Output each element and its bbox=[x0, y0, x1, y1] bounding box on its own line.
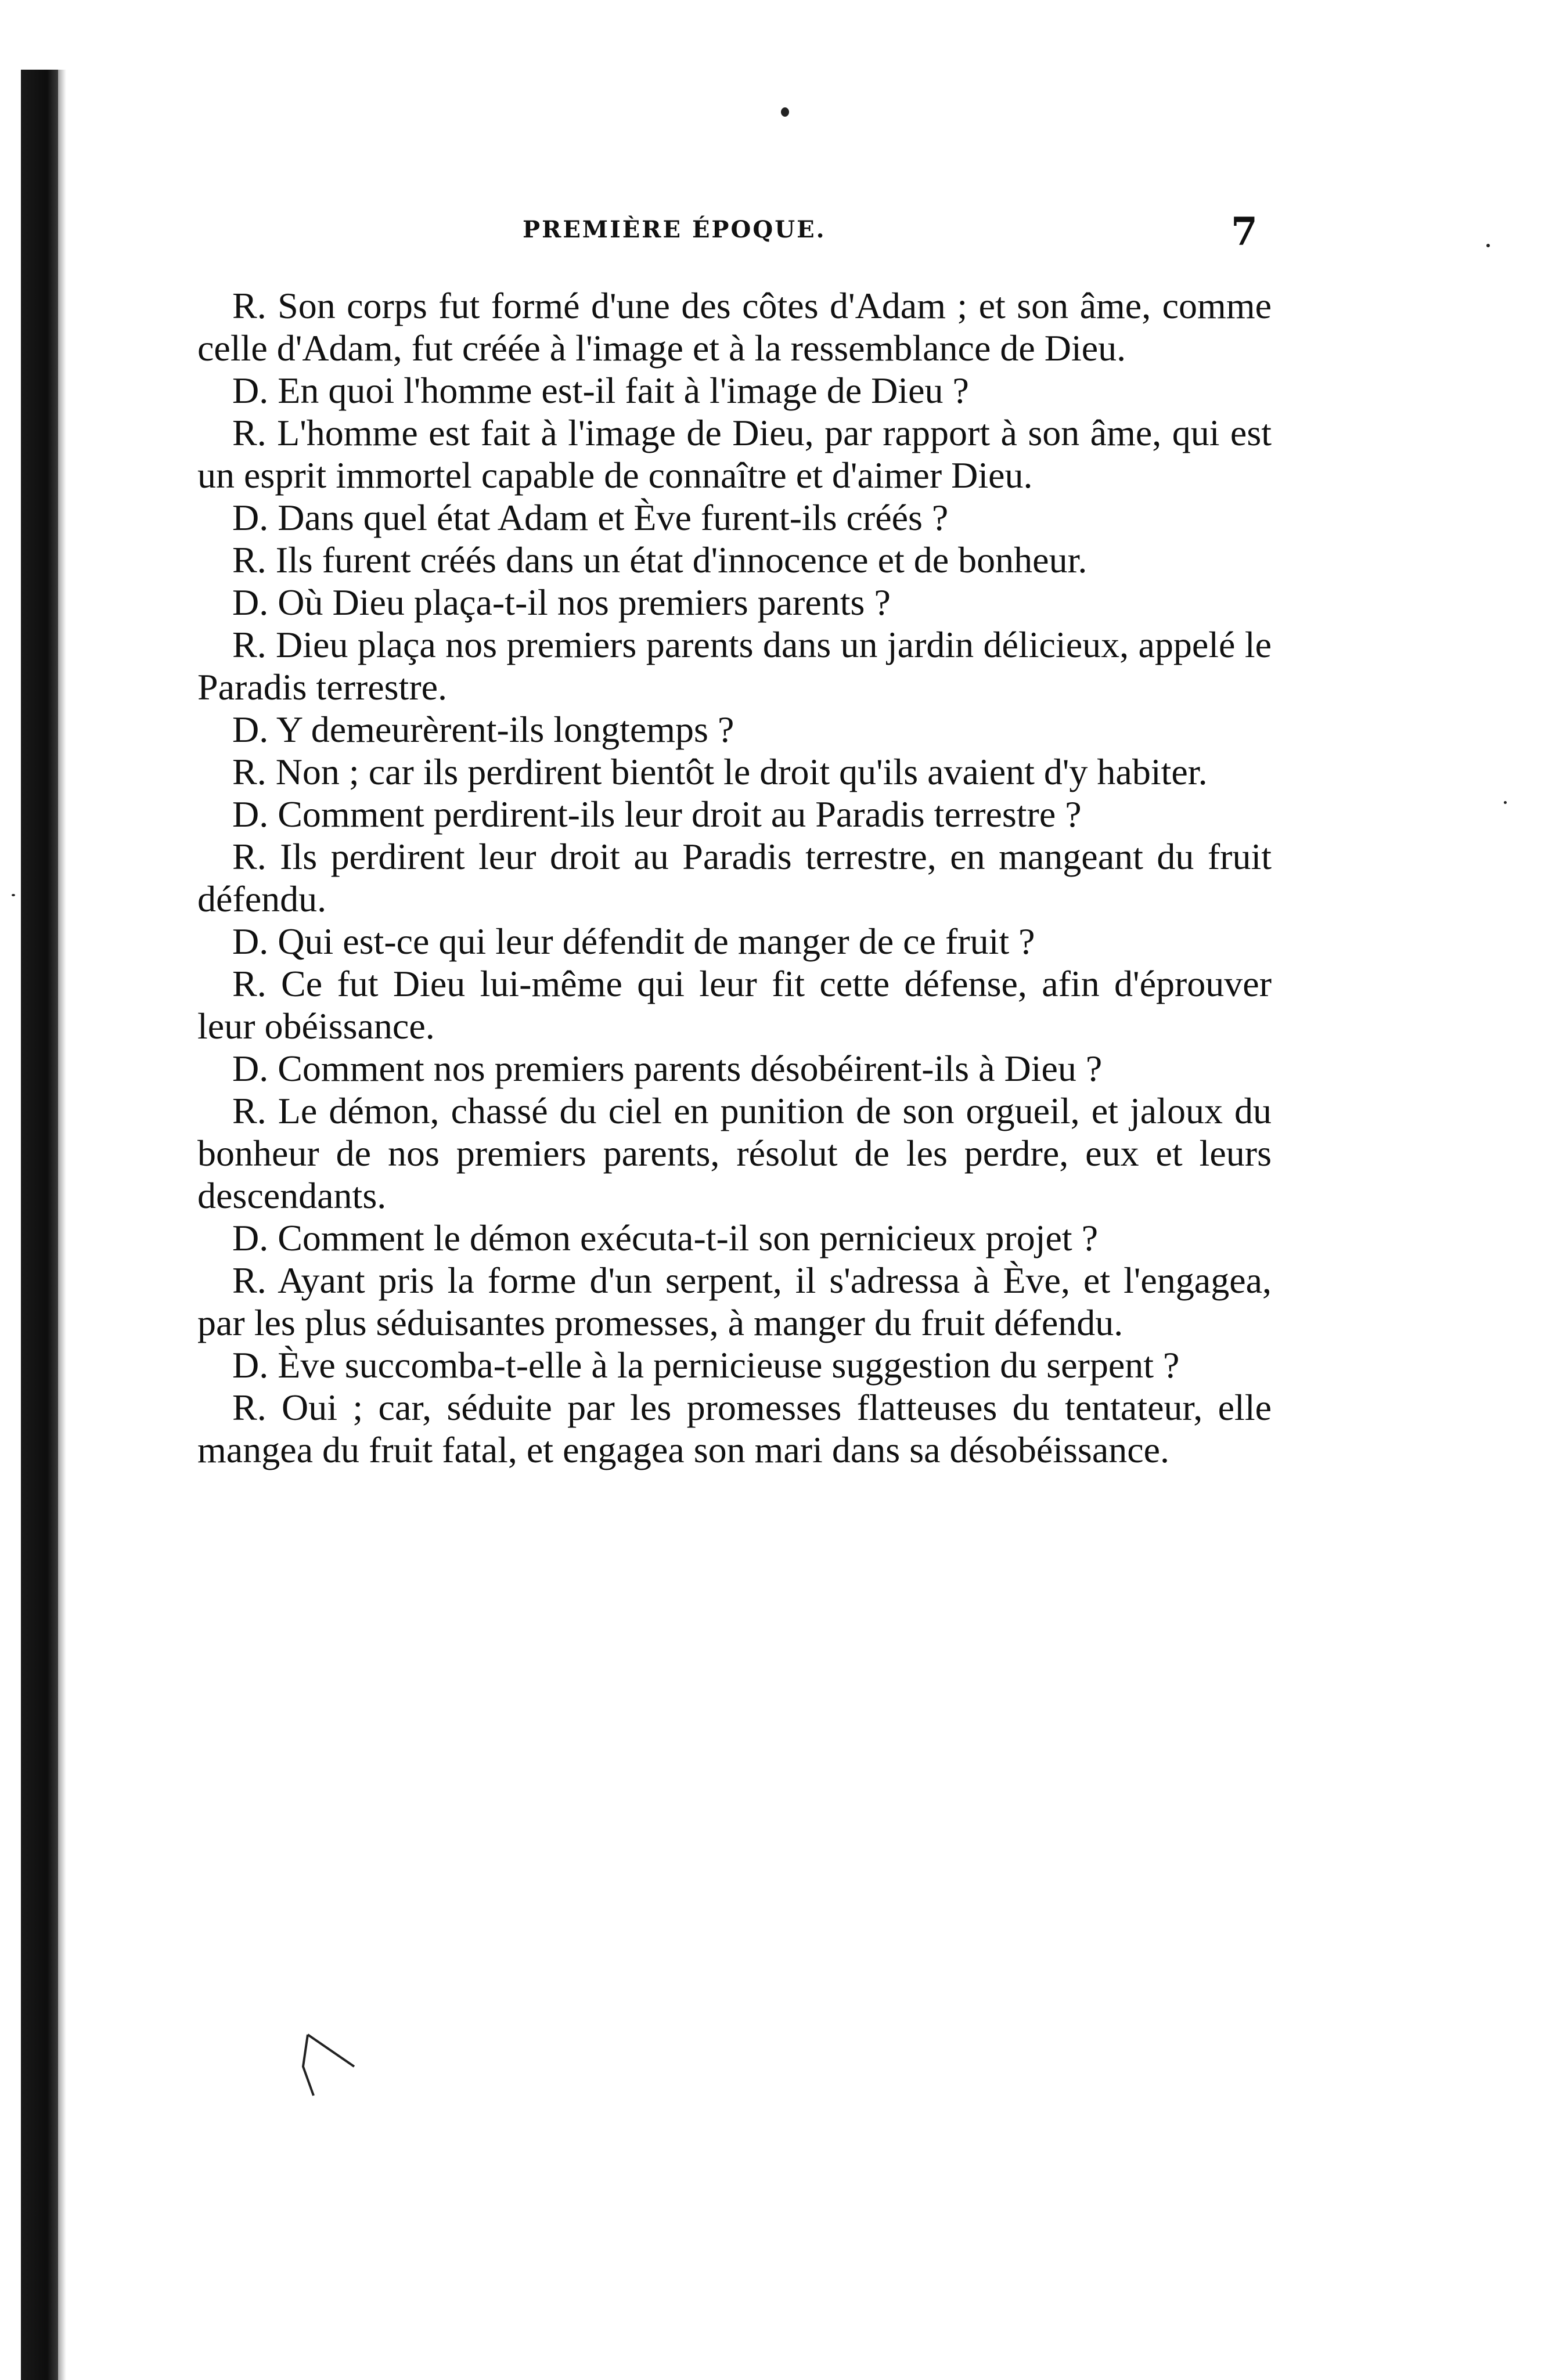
speaker-label: R. bbox=[232, 751, 267, 792]
running-title: PREMIÈRE ÉPOQUE. bbox=[523, 216, 826, 243]
paragraph-answer bbox=[197, 962, 1272, 1047]
paragraph-text: Comment le démon exécuta-t-il son pernicieux projet ? bbox=[278, 1217, 1099, 1258]
paragraph-text: Comment perdirent-ils leur droit au Paradis terrestre ? bbox=[278, 794, 1082, 835]
paragraph-answer bbox=[197, 623, 1272, 708]
speaker-label: D. bbox=[232, 497, 269, 538]
paragraph-answer bbox=[197, 751, 1272, 793]
binding-shadow bbox=[58, 70, 66, 2380]
paragraph-answer bbox=[197, 1259, 1272, 1344]
paragraph-answer bbox=[197, 284, 1272, 369]
paragraph-question bbox=[197, 581, 1272, 623]
paragraph-text: Comment nos premiers parents désobéirent-ils à Dieu ? bbox=[278, 1048, 1103, 1089]
speaker-label: R. bbox=[232, 285, 267, 326]
paragraph-text: Y demeurèrent-ils longtemps ? bbox=[276, 709, 734, 750]
paragraph-text: Non ; car ils perdirent bientôt le droit qu'ils avaient d'y habiter. bbox=[275, 751, 1208, 792]
paragraph-question bbox=[197, 793, 1272, 835]
page-number: 7 bbox=[1231, 209, 1258, 254]
scan-speck bbox=[12, 894, 15, 896]
speaker-label: R. bbox=[232, 1090, 267, 1131]
speaker-label: D. bbox=[232, 1344, 269, 1386]
paragraph-answer bbox=[197, 412, 1272, 496]
paragraph-text: Oui ; car, séduite par les promesses flatteuses du tentateur, elle mangea du fruit fatal, et engagea son mari dans sa désobéissance. bbox=[197, 1387, 1272, 1470]
speaker-label: D. bbox=[232, 794, 269, 835]
speaker-label: R. bbox=[232, 539, 267, 580]
stray-pen-stroke bbox=[273, 2032, 360, 2101]
speaker-label: D. bbox=[232, 1217, 269, 1258]
paragraph-text: Où Dieu plaça-t-il nos premiers parents ? bbox=[278, 582, 891, 623]
scan-speck bbox=[781, 107, 789, 117]
paragraph-text: Ce fut Dieu lui-même qui leur fit cette défense, afin d'éprouver leur obéissance. bbox=[197, 963, 1272, 1047]
speaker-label: D. bbox=[232, 370, 269, 411]
paragraph-text: Qui est-ce qui leur défendit de manger de ce fruit ? bbox=[278, 921, 1035, 962]
speaker-label: D. bbox=[232, 921, 269, 962]
paragraph-question bbox=[197, 1217, 1272, 1259]
speaker-label: R. bbox=[232, 412, 267, 453]
paragraph-question bbox=[197, 369, 1272, 412]
catechism-text bbox=[197, 284, 1272, 1471]
paragraph-text: En quoi l'homme est-il fait à l'image de Dieu ? bbox=[278, 370, 969, 411]
paragraph-text: Le démon, chassé du ciel en punition de son orgueil, et jaloux du bonheur de nos premiers parents, résolut de les perdre, eux et leurs descendants. bbox=[197, 1090, 1272, 1216]
paragraph-text: Ayant pris la forme d'un serpent, il s'adressa à Ève, et l'engagea, par les plus séduisantes promesses, à manger du fruit défendu. bbox=[197, 1260, 1272, 1343]
paragraph-text: Ils perdirent leur droit au Paradis terrestre, en mangeant du fruit défendu. bbox=[197, 836, 1272, 919]
paragraph-answer bbox=[197, 835, 1272, 920]
page bbox=[197, 209, 1272, 1471]
speaker-label: R. bbox=[232, 1387, 267, 1428]
speaker-label: D. bbox=[232, 582, 269, 623]
running-head bbox=[197, 209, 1272, 261]
paragraph-question bbox=[197, 920, 1272, 962]
speaker-label: R. bbox=[232, 1260, 267, 1301]
scan-speck bbox=[1486, 244, 1490, 247]
paragraph-text: Ils furent créés dans un état d'innocence et de bonheur. bbox=[275, 539, 1088, 580]
speaker-label: R. bbox=[232, 624, 267, 665]
speaker-label: R. bbox=[232, 963, 267, 1004]
paragraph-answer bbox=[197, 1386, 1272, 1471]
book-binding-edge bbox=[21, 70, 58, 2380]
paragraph-text: L'homme est fait à l'image de Dieu, par rapport à son âme, qui est un esprit immortel capable de connaître et d'aimer Dieu. bbox=[197, 412, 1272, 496]
paragraph-question bbox=[197, 1047, 1272, 1090]
speaker-label: R. bbox=[232, 836, 267, 877]
paragraph-text: Dieu plaça nos premiers parents dans un jardin délicieux, appelé le Paradis terrestre. bbox=[197, 624, 1272, 708]
paragraph-question bbox=[197, 1344, 1272, 1386]
paragraph-answer bbox=[197, 539, 1272, 581]
paragraph-text: Ève succomba-t-elle à la pernicieuse suggestion du serpent ? bbox=[278, 1344, 1180, 1386]
paragraph-question bbox=[197, 708, 1272, 751]
paragraph-text: Son corps fut formé d'une des côtes d'Adam ; et son âme, comme celle d'Adam, fut créée à l'image et à la ressemblance de Dieu. bbox=[197, 285, 1272, 369]
paragraph-answer bbox=[197, 1090, 1272, 1217]
paragraph-text: Dans quel état Adam et Ève furent-ils créés ? bbox=[278, 497, 949, 538]
speaker-label: D. bbox=[232, 1048, 269, 1089]
paragraph-question bbox=[197, 496, 1272, 539]
speaker-label: D. bbox=[232, 709, 269, 750]
scan-speck bbox=[1504, 801, 1507, 804]
